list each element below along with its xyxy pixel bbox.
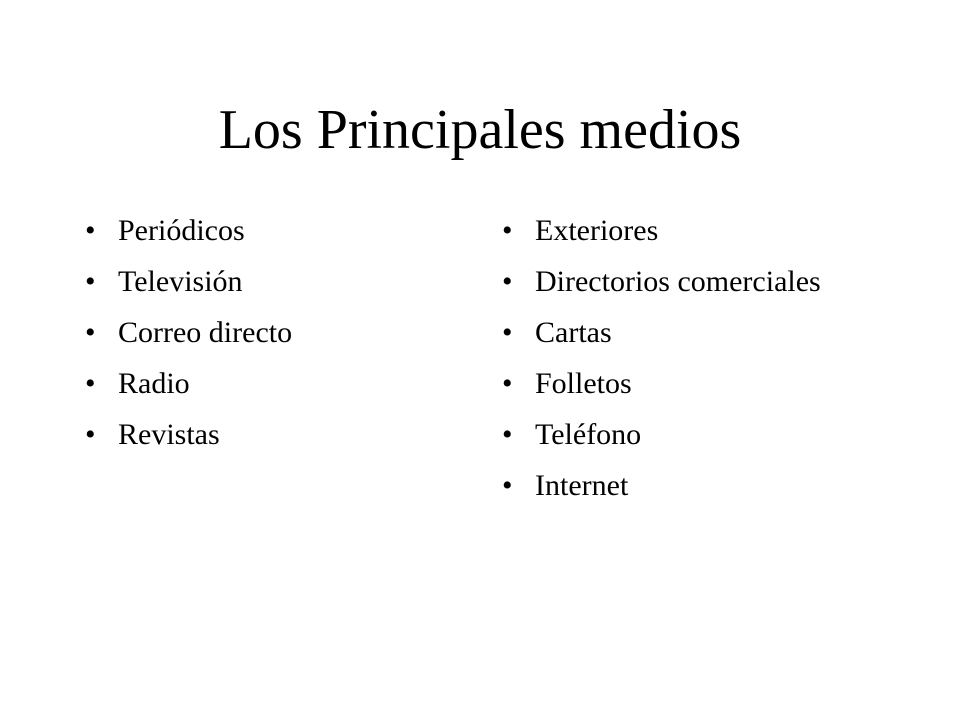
list-item: [502, 265, 882, 298]
list-item: [502, 469, 882, 502]
list-item-label: Exteriores: [535, 214, 659, 247]
list-item: [502, 367, 882, 400]
slide-title: Los Principales medios: [218, 99, 742, 161]
bullet-icon: •: [502, 214, 513, 247]
list-item-label: Televisión: [118, 265, 243, 298]
list-item-label: Directorios comerciales: [535, 265, 821, 298]
bullet-icon: •: [85, 214, 96, 247]
bullet-icon: •: [85, 418, 96, 451]
list-item: [85, 367, 465, 400]
left-bullet-list: [85, 214, 465, 469]
list-item-label: Teléfono: [535, 418, 642, 451]
bullet-icon: •: [502, 316, 513, 349]
list-item: [502, 214, 882, 247]
bullet-icon: •: [502, 469, 513, 502]
bullet-icon: •: [85, 265, 96, 298]
list-item-label: Correo directo: [118, 316, 293, 349]
list-item-label: Periódicos: [118, 214, 245, 247]
bullet-icon: •: [502, 418, 513, 451]
right-bullet-list: [502, 214, 882, 520]
list-item: [85, 418, 465, 451]
list-item: [502, 418, 882, 451]
list-item-label: Radio: [118, 367, 190, 400]
bullet-icon: •: [85, 367, 96, 400]
bullet-icon: •: [502, 265, 513, 298]
list-item-label: Folletos: [535, 367, 632, 400]
list-item: [85, 214, 465, 247]
list-item: [85, 316, 465, 349]
bullet-icon: •: [502, 367, 513, 400]
list-item-label: Internet: [535, 469, 629, 502]
list-item-label: Cartas: [535, 316, 612, 349]
list-item: [502, 316, 882, 349]
bullet-icon: •: [85, 316, 96, 349]
list-item-label: Revistas: [118, 418, 220, 451]
list-item: [85, 265, 465, 298]
